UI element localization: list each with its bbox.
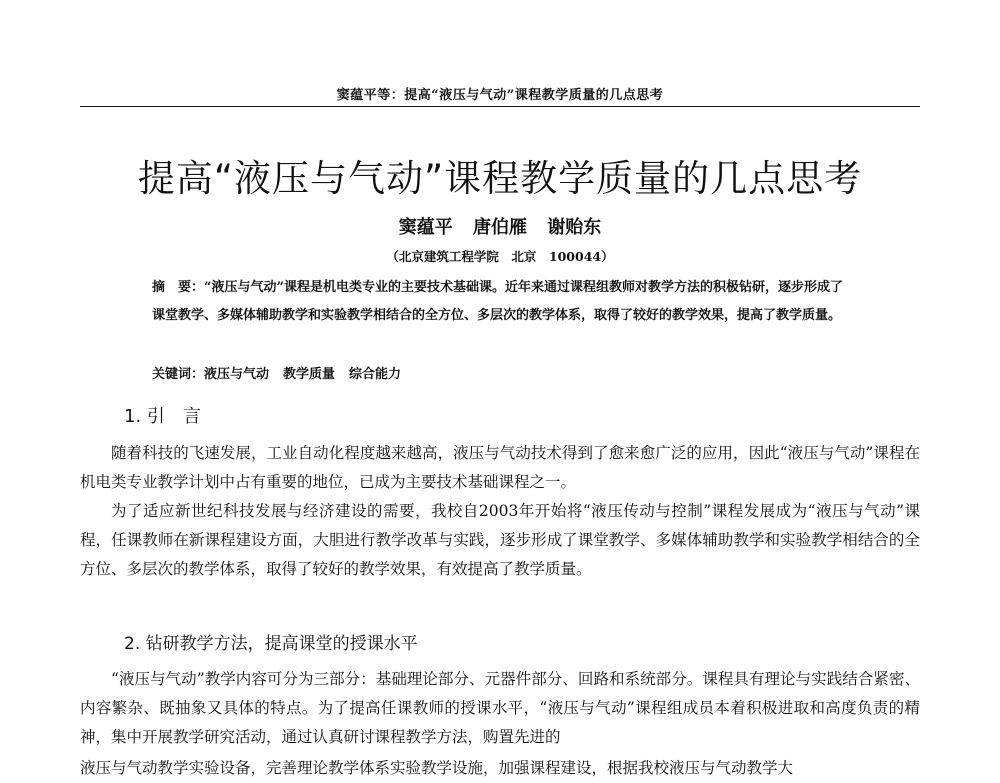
- keyword: 综合能力: [349, 367, 402, 382]
- abstract-label: 摘 要：: [152, 280, 205, 295]
- header-rule: [80, 106, 920, 107]
- running-header: 窦蕴平等：提高“液压与气动”课程教学质量的几点思考: [336, 88, 664, 103]
- paper-title: 提高“液压与气动”课程教学质量的几点思考: [137, 157, 863, 200]
- section-heading-methods: 2. 钻研教学方法，提高课堂的授课水平: [124, 634, 418, 654]
- keyword: 液压与气动: [204, 367, 270, 382]
- affiliation: （北京建筑工程学院 北京 100044）: [386, 249, 614, 264]
- paragraph: 随着科技的飞速发展，工业自动化程度越来越高，液压与气动技术得到了愈来愈广泛的应用，因此“液压与气动”课程在机电类专业教学计划中占有重要的地位，已成为主要技术基础课程之一。: [80, 444, 920, 491]
- author-name: 唐伯雁: [473, 217, 527, 238]
- paragraph-cut-line: 液压与气动教学实验设备，完善理论教学体系实验教学设施，加强课程建设，根据我校液压与气动教学大: [80, 759, 794, 777]
- keywords-label: 关键词：: [152, 367, 205, 382]
- paragraph: 为了适应新世纪科技发展与经济建设的需要，我校自2003年开始将“液压传动与控制”课程发展成为“液压与气动”课程，任课教师在新课程建设方面，大胆进行教学改革与实践，逐步形成了课堂教学、多媒体辅助教学和实验教学相结合的全方位、多层次的教学体系，取得了较好的教学效果，有效提高了教学质量。: [80, 502, 920, 578]
- paragraph: “液压与气动”教学内容可分为三部分：基础理论部分、元器件部分、回路和系统部分。课程具有理论与实践结合紧密、内容繁杂、既抽象又具体的特点。为了提高任课教师的授课水平，“液压与气动”课程组成员本着积极进取和高度负责的精神，集中开展教学研究活动，通过认真研讨课程教学方法，购置先进的: [80, 670, 920, 746]
- author-name: 谢贻东: [547, 217, 602, 238]
- abstract: [152, 274, 852, 330]
- keywords: [152, 363, 852, 382]
- author-name: 窦蕴平: [398, 217, 453, 238]
- section-heading-intro: 1. 引 言: [124, 406, 201, 427]
- keyword: 教学质量: [283, 367, 336, 382]
- author-list: [80, 213, 920, 239]
- abstract-text: “液压与气动”课程是机电类专业的主要技术基础课。近年来通过课程组教师对教学方法的积极钻研，逐步形成了课堂教学、多媒体辅助教学和实验教学相结合的全方位、多层次的教学体系，取得了较好的教学效果，提高了教学质量。: [152, 280, 843, 323]
